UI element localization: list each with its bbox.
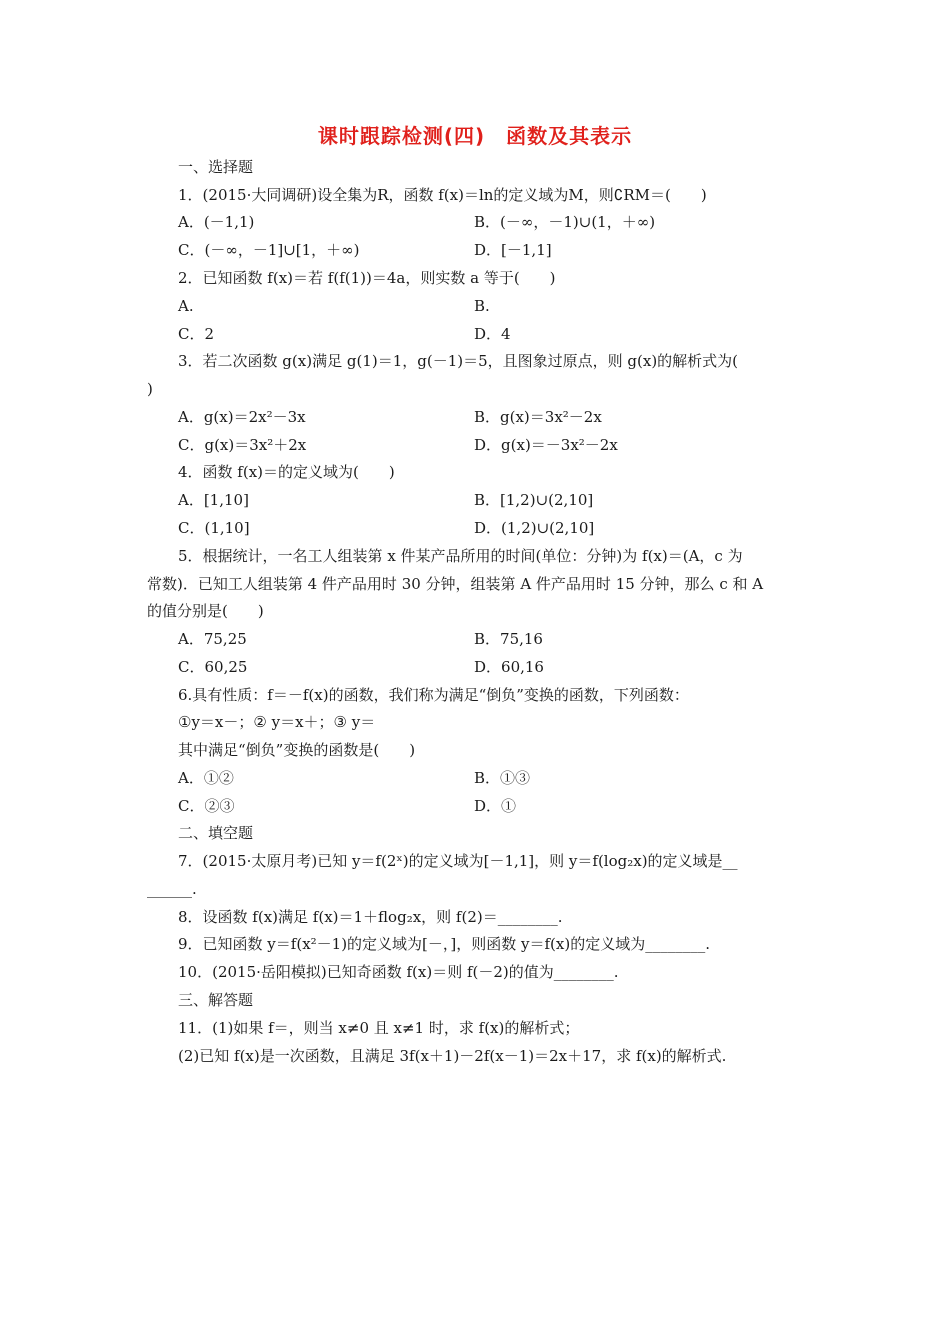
option-d: D．[－1,1]: [474, 241, 552, 259]
question-1: 1．(2015·大同调研)设全集为R，函数 f(x)＝ln的定义域为M，则∁RM＝( ): [178, 186, 707, 204]
question-5-line-2: 常数)．已知工人组装第 4 件产品用时 30 分钟，组装第 A 件产品用时 15 分钟，那么 c 和 A: [147, 575, 764, 593]
question-11-part-2: (2)已知 f(x)是一次函数，且满足 3f(x＋1)－2f(x－1)＝2x＋17，求 f(x)的解析式.: [178, 1047, 727, 1065]
question-7: 7．(2015·太原月考)已知 y＝f(2ˣ)的定义域为[－1,1]，则 y＝f(log₂x)的定义域是__: [178, 852, 738, 870]
section-heading: 二、填空题: [178, 824, 254, 842]
question-10: 10．(2015·岳阳模拟)已知奇函数 f(x)＝则 f(－2)的值为________.: [178, 963, 619, 981]
question-8: 8．设函数 f(x)满足 f(x)＝1＋flog₂x，则 f(2)＝________.: [178, 908, 563, 926]
option-c: C．g(x)＝3x²＋2x: [178, 436, 307, 454]
option-d: D．60,16: [474, 658, 544, 676]
question-11: 11．(1)如果 f＝，则当 x≠0 且 x≠1 时，求 f(x)的解析式；: [178, 1019, 580, 1037]
question-6: 6.具有性质：f＝－f(x)的函数，我们称为满足“倒负”变换的函数，下列函数：: [178, 686, 689, 704]
question-7-line-2: ______.: [147, 880, 197, 898]
question-3: 3．若二次函数 g(x)满足 g(1)＝1，g(－1)＝5，且图象过原点，则 g(x)的解析式为(: [178, 352, 739, 370]
question-5-line-3: 的值分别是( ): [147, 602, 264, 620]
page-title: 课时跟踪检测(四) 函数及其表示: [317, 124, 633, 148]
option-b: B．(－∞，－1)∪(1，＋∞): [474, 213, 656, 231]
section-heading: 一、选择题: [178, 158, 254, 176]
option-a: A．75,25: [178, 630, 247, 648]
question-2: 2．已知函数 f(x)＝若 f(f(1))＝4a，则实数 a 等于( ): [178, 269, 556, 287]
option-d: D．①: [474, 797, 517, 815]
question-6-line-2: ①y＝x－；② y＝x＋；③ y＝: [178, 713, 376, 731]
option-d: D．4: [474, 325, 511, 343]
option-a: A．[1,10]: [178, 491, 249, 509]
option-a: A．g(x)＝2x²－3x: [178, 408, 306, 426]
option-c: C．(1,10]: [178, 519, 250, 537]
question-6-line-3: 其中满足“倒负”变换的函数是( ): [178, 741, 416, 759]
option-d: D．g(x)＝－3x²－2x: [474, 436, 618, 454]
option-a: A．①②: [178, 769, 234, 787]
option-c: C．②③: [178, 797, 235, 815]
option-b: B．①③: [474, 769, 531, 787]
option-c: C．(－∞，－1]∪[1，＋∞): [178, 241, 360, 259]
option-b: B．[1,2)∪(2,10]: [474, 491, 594, 509]
option-d: D．(1,2)∪(2,10]: [474, 519, 595, 537]
question-4: 4．函数 f(x)＝的定义域为( ): [178, 463, 395, 481]
option-b: B.: [474, 297, 490, 315]
option-a: A.: [178, 297, 194, 315]
option-b: B．75,16: [474, 630, 543, 648]
option-c: C．60,25: [178, 658, 248, 676]
option-b: B．g(x)＝3x²－2x: [474, 408, 602, 426]
option-c: C．2: [178, 325, 215, 343]
question-3-continued: ): [147, 380, 153, 398]
question-9: 9．已知函数 y＝f(x²－1)的定义域为[－，]，则函数 y＝f(x)的定义域为________.: [178, 935, 710, 953]
question-5: 5．根据统计，一名工人组装第 x 件某产品所用的时间(单位：分钟)为 f(x)＝(A，c 为: [178, 547, 743, 565]
option-a: A．(－1,1): [178, 213, 255, 231]
section-heading: 三、解答题: [178, 991, 254, 1009]
